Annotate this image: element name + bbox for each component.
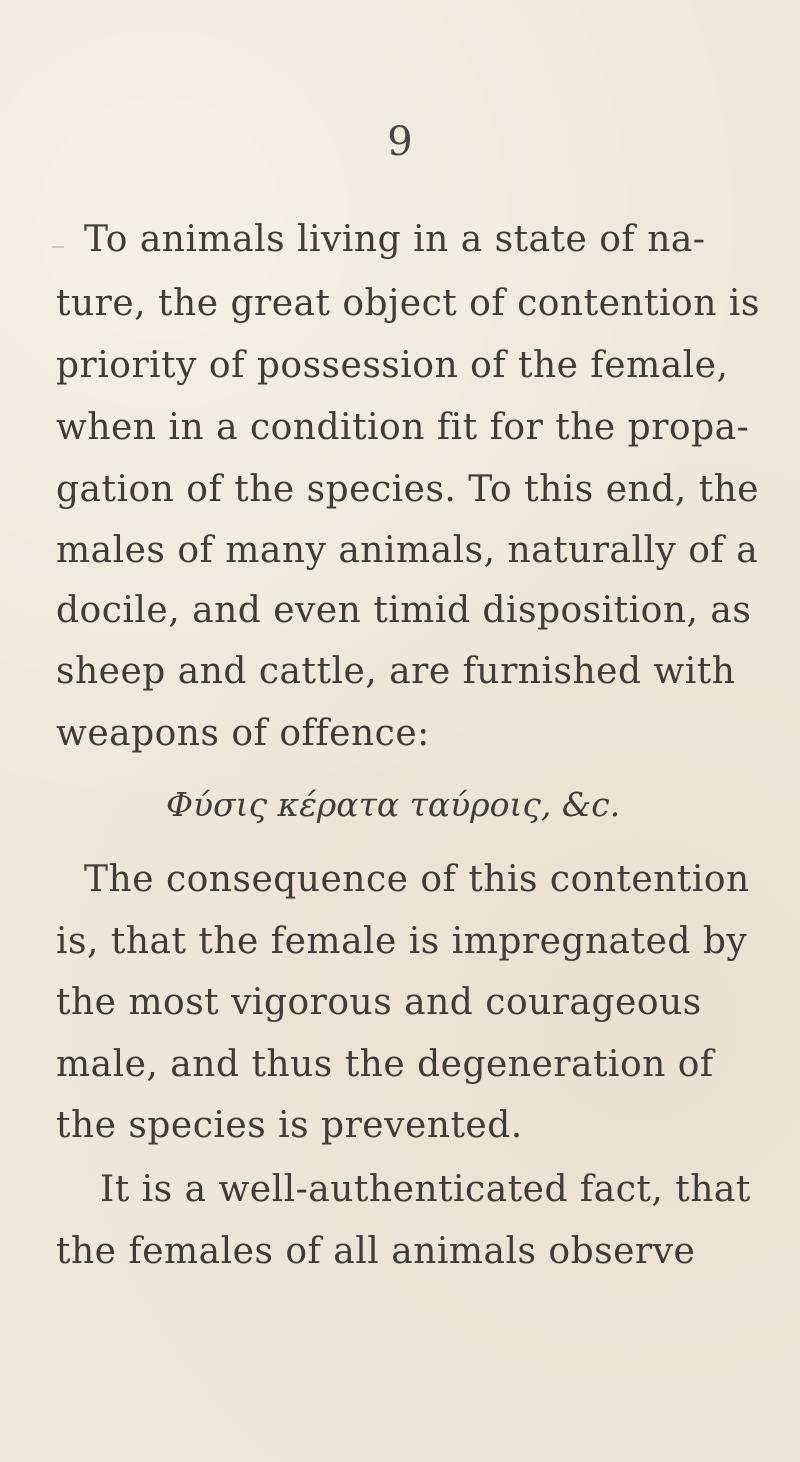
text-line: docile, and even timid disposition, as <box>56 590 752 631</box>
text-line: It is a well-authenticated fact, that <box>100 1169 751 1210</box>
text-line: the species is prevented. <box>56 1105 523 1146</box>
text-line: The consequence of this contention <box>84 859 750 900</box>
text-line: priority of possession of the female, <box>56 345 729 386</box>
text-line: weapons of offence: <box>56 713 430 754</box>
text-line: gation of the species. To this end, the <box>56 469 760 510</box>
text-line: when in a condition fit for the propa- <box>56 407 750 448</box>
greek-quotation: Φύσις κέρατα ταύροις, &c. <box>166 785 621 824</box>
text-line: the most vigorous and courageous <box>56 982 702 1023</box>
text-line: is, that the female is impregnated by <box>56 921 748 962</box>
page-number: 9 <box>387 119 413 165</box>
text-line: males of many animals, naturally of a <box>56 530 759 571</box>
ink-mark <box>52 246 64 248</box>
text-line: male, and thus the degeneration of <box>56 1044 714 1085</box>
text-line: the females of all animals observe <box>56 1231 696 1272</box>
text-line: ture, the great object of contention is <box>56 283 760 324</box>
text-line: To animals living in a state of na- <box>84 219 706 260</box>
text-line: sheep and cattle, are furnished with <box>56 651 736 692</box>
